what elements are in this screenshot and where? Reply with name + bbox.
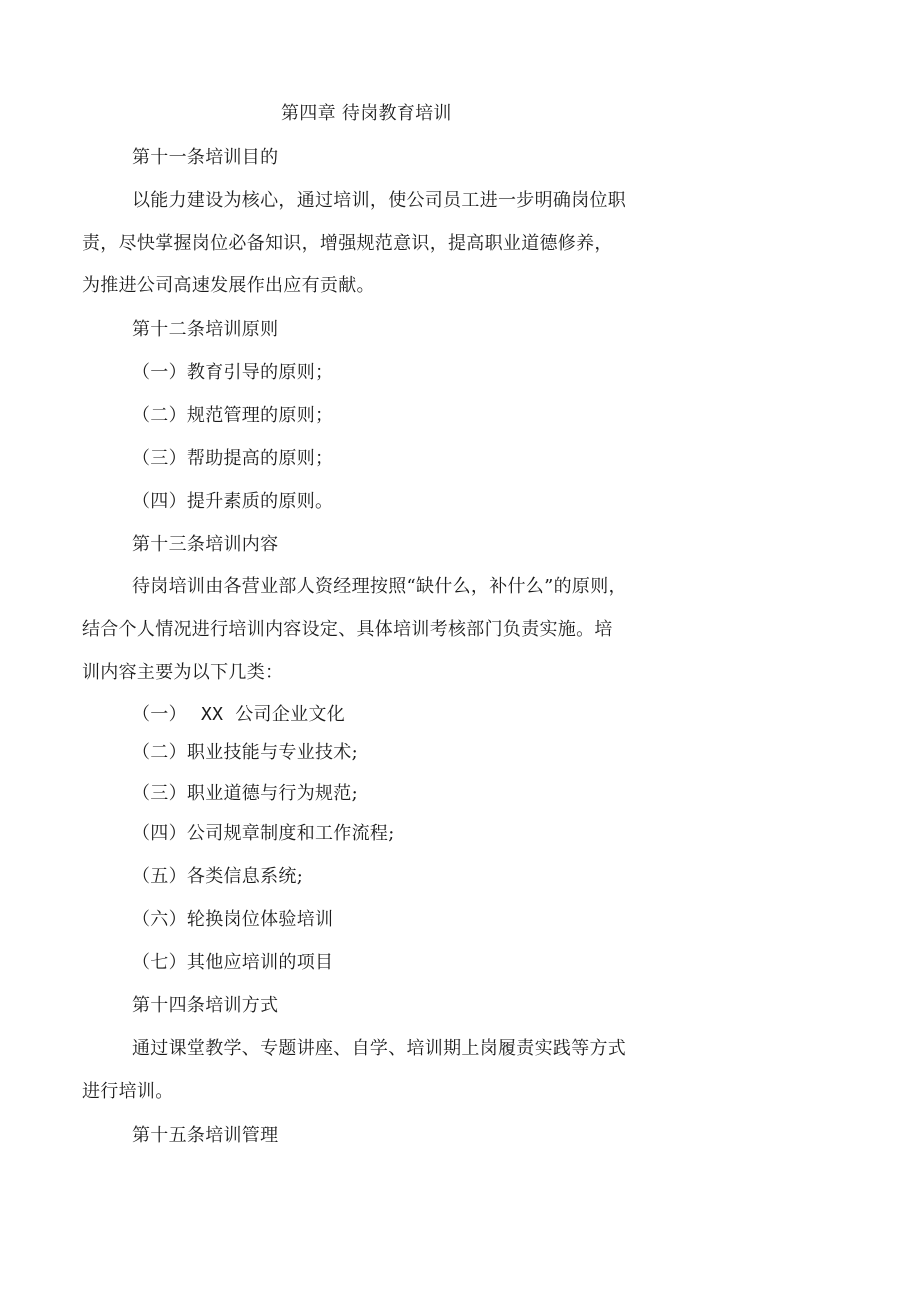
article-13-text-line-1: 待岗培训由各营业部人资经理按照“缺什么，补什么”的原则， — [132, 576, 627, 597]
article-11-heading: 第十一条培训目的 — [132, 147, 279, 168]
article-12-heading: 第十二条培训原则 — [132, 319, 279, 340]
chapter-title: 第四章 待岗教育培训 — [281, 103, 452, 124]
article-13-item-1-text: 公司企业文化 — [235, 704, 346, 725]
article-13-item-1 — [132, 703, 345, 727]
article-13-item-1-code: XX — [200, 704, 224, 725]
article-13-text-line-3: 训内容主要为以下几类： — [82, 662, 284, 683]
article-11-text-line-1: 以能力建设为核心，通过培训，使公司员工进一步明确岗位职 — [132, 190, 627, 211]
article-13-item-4: （四）公司规章制度和工作流程; — [132, 823, 395, 844]
article-13-heading: 第十三条培训内容 — [132, 534, 279, 555]
article-12-item-3: （三）帮助提高的原则； — [132, 448, 334, 469]
article-13-text-line-2: 结合个人情况进行培训内容设定、具体培训考核部门负责实施。培 — [82, 619, 613, 640]
article-12-item-2: （二）规范管理的原则； — [132, 405, 334, 426]
article-13-item-1-prefix: （一） — [132, 704, 187, 725]
article-13-item-6: （六）轮换岗位体验培训 — [132, 909, 334, 930]
article-14-text-line-1: 通过课堂教学、专题讲座、自学、培训期上岗履责实践等方式 — [132, 1038, 627, 1059]
article-13-item-2: （二）职业技能与专业技术; — [132, 742, 358, 763]
article-14-heading: 第十四条培训方式 — [132, 995, 279, 1016]
article-14-text-line-2: 进行培训。 — [82, 1081, 174, 1102]
article-13-item-5: （五）各类信息系统; — [132, 866, 304, 887]
article-12-item-1: （一）教育引导的原则； — [132, 362, 334, 383]
article-15-heading: 第十五条培训管理 — [132, 1125, 279, 1146]
article-11-text-line-2: 责，尽快掌握岗位必备知识，增强规范意识，提高职业道德修养， — [82, 233, 613, 254]
article-12-item-4: （四）提升素质的原则。 — [132, 491, 334, 512]
article-13-item-7: （七）其他应培训的项目 — [132, 952, 334, 973]
article-11-text-line-3: 为推进公司高速发展作出应有贡献。 — [82, 275, 375, 296]
article-13-item-3: （三）职业道德与行为规范; — [132, 783, 358, 804]
